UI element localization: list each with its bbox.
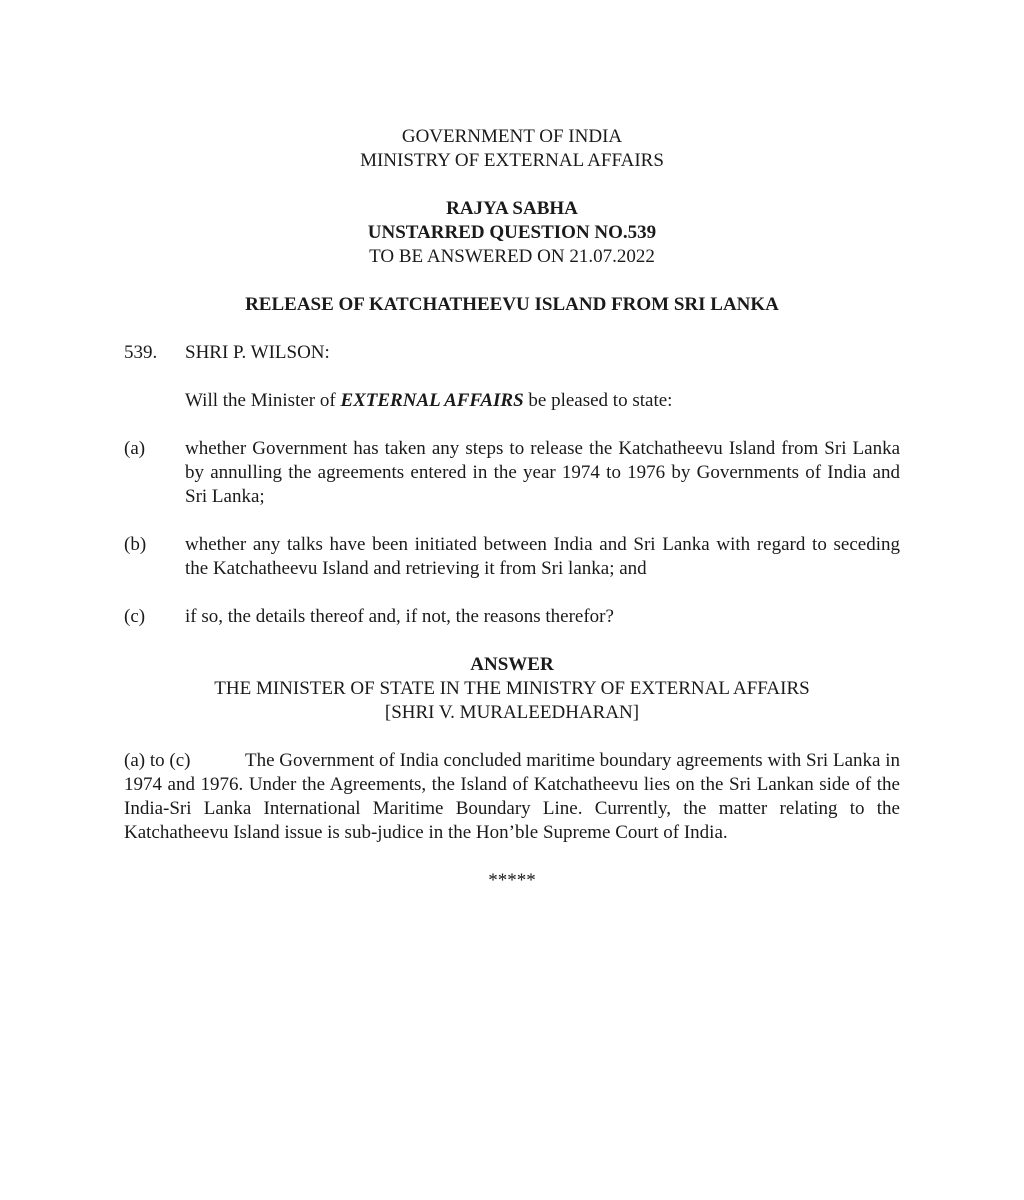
house-name: RAJYA SABHA [446, 198, 578, 219]
part-text: whether any talks have been initiated between India and Sri Lanka with regard to seceding the Katchatheevu Island and retrieving it from Sri lanka; and [185, 534, 900, 579]
question-part-c [124, 605, 900, 629]
minister-name: [SHRI V. MURALEEDHARAN] [384, 702, 640, 723]
subject-title: RELEASE OF KATCHATHEEVU ISLAND FROM SRI LANKA [245, 294, 779, 315]
answer-text: The Government of India concluded maritime boundary agreements with Sri Lanka in 1974 and 1976. Under the Agreements, the Island of Katchatheevu lies on the Sri Lankan side of the India-Sri Lanka International Maritime Boundary Line. Currently, the matter relating to the Katchatheevu Island issue is sub-judice in the Hon’ble Supreme Court of India. [124, 750, 900, 843]
intro-prefix: Will the Minister of [185, 390, 341, 411]
answer-body [124, 749, 900, 845]
intro-suffix: be pleased to state: [523, 390, 673, 411]
part-label: (a) [124, 438, 146, 459]
part-label: (b) [124, 534, 147, 555]
part-text: if so, the details thereof and, if not, the reasons therefor? [185, 606, 614, 627]
question-part-a [124, 437, 900, 509]
document-header [124, 125, 900, 173]
answer-header [124, 653, 900, 725]
question-intro [124, 389, 900, 413]
question-part-b [124, 533, 900, 581]
question-serial: 539. [124, 342, 158, 363]
question-info [124, 197, 900, 269]
answer-date: TO BE ANSWERED ON 21.07.2022 [369, 246, 655, 267]
end-marker: ***** [488, 870, 536, 891]
minister-title: THE MINISTER OF STATE IN THE MINISTRY OF EXTERNAL AFFAIRS [214, 678, 810, 699]
part-label: (c) [124, 606, 146, 627]
question-member-row [124, 341, 900, 365]
question-number: UNSTARRED QUESTION NO.539 [367, 222, 657, 243]
government-heading: GOVERNMENT OF INDIA [401, 126, 623, 147]
part-text: whether Government has taken any steps to release the Katchatheevu Island from Sri Lanka by annulling the agreements entered in the year 1974 to 1976 by Governments of India and Sri Lanka; [185, 438, 900, 507]
answer-label: (a) to (c) [124, 750, 191, 771]
ministry-heading: MINISTRY OF EXTERNAL AFFAIRS [360, 150, 664, 171]
member-name: SHRI P. WILSON: [185, 342, 330, 363]
answer-heading: ANSWER [470, 654, 554, 675]
intro-ministry: EXTERNAL AFFAIRS [340, 390, 524, 411]
document-page [124, 125, 900, 893]
